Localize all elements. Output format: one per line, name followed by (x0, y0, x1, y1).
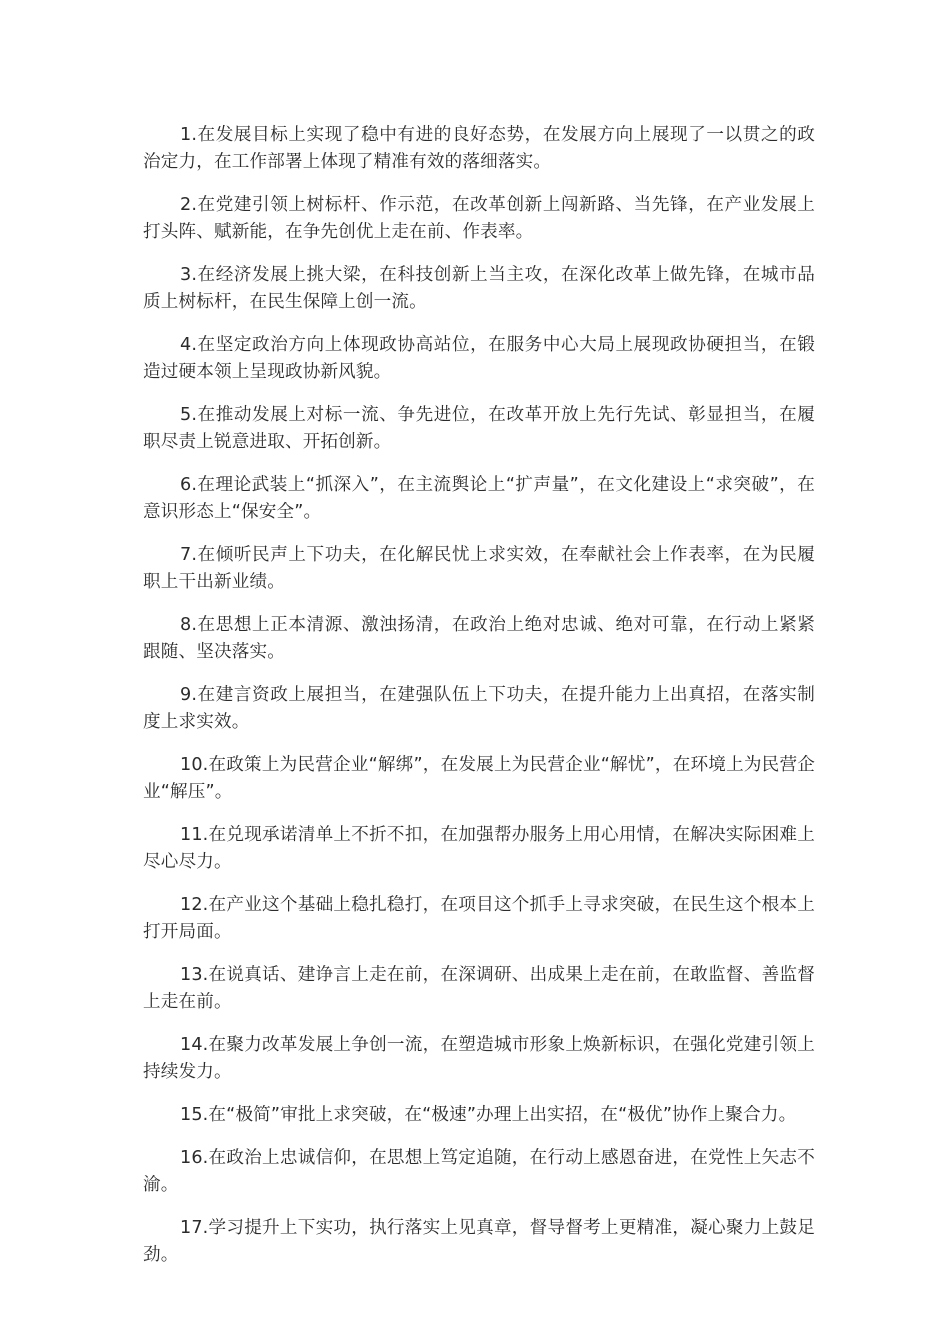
paragraph-3: 3.在经济发展上挑大梁，在科技创新上当主攻，在深化改革上做先锋，在城市品质上树标杆，在民生保障上创一流。 (143, 265, 815, 312)
paragraph-12: 12.在产业这个基础上稳扎稳打，在项目这个抓手上寻求突破，在民生这个根本上打开局面。 (143, 895, 815, 942)
paragraph-10: 10.在政策上为民营企业“解绑”，在发展上为民营企业“解忧”，在环境上为民营企业“解压”。 (143, 755, 815, 802)
paragraph-16: 16.在政治上忠诚信仰，在思想上笃定追随，在行动上感恩奋进，在党性上矢志不渝。 (143, 1148, 815, 1195)
paragraph-9: 9.在建言资政上展担当，在建强队伍上下功夫，在提升能力上出真招，在落实制度上求实效。 (143, 685, 815, 732)
paragraph-11: 11.在兑现承诺清单上不折不扣，在加强帮办服务上用心用情，在解决实际困难上尽心尽力。 (143, 825, 815, 872)
document-body (143, 122, 815, 1285)
paragraph-6: 6.在理论武装上“抓深入”，在主流舆论上“扩声量”，在文化建设上“求突破”，在意识形态上“保安全”。 (143, 475, 815, 522)
paragraph-8: 8.在思想上正本清源、激浊扬清，在政治上绝对忠诚、绝对可靠，在行动上紧紧跟随、坚决落实。 (143, 615, 815, 662)
paragraph-14: 14.在聚力改革发展上争创一流，在塑造城市形象上焕新标识，在强化党建引领上持续发力。 (143, 1035, 815, 1082)
paragraph-7: 7.在倾听民声上下功夫，在化解民忧上求实效，在奉献社会上作表率，在为民履职上干出新业绩。 (143, 545, 815, 592)
paragraph-4: 4.在坚定政治方向上体现政协高站位，在服务中心大局上展现政协硬担当，在锻造过硬本领上呈现政协新风貌。 (143, 335, 815, 382)
paragraph-17: 17.学习提升上下实功，执行落实上见真章，督导督考上更精准，凝心聚力上鼓足劲。 (143, 1218, 815, 1265)
paragraph-13: 13.在说真话、建诤言上走在前，在深调研、出成果上走在前，在敢监督、善监督上走在前。 (143, 965, 815, 1012)
paragraph-15: 15.在“极简”审批上求突破，在“极速”办理上出实招，在“极优”协作上聚合力。 (180, 1105, 797, 1125)
paragraph-2: 2.在党建引领上树标杆、作示范，在改革创新上闯新路、当先锋，在产业发展上打头阵、赋新能，在争先创优上走在前、作表率。 (143, 195, 815, 242)
paragraph-5: 5.在推动发展上对标一流、争先进位，在改革开放上先行先试、彰显担当，在履职尽责上锐意进取、开拓创新。 (143, 405, 815, 452)
paragraph-1: 1.在发展目标上实现了稳中有进的良好态势，在发展方向上展现了一以贯之的政治定力，在工作部署上体现了精准有效的落细落实。 (143, 125, 815, 172)
